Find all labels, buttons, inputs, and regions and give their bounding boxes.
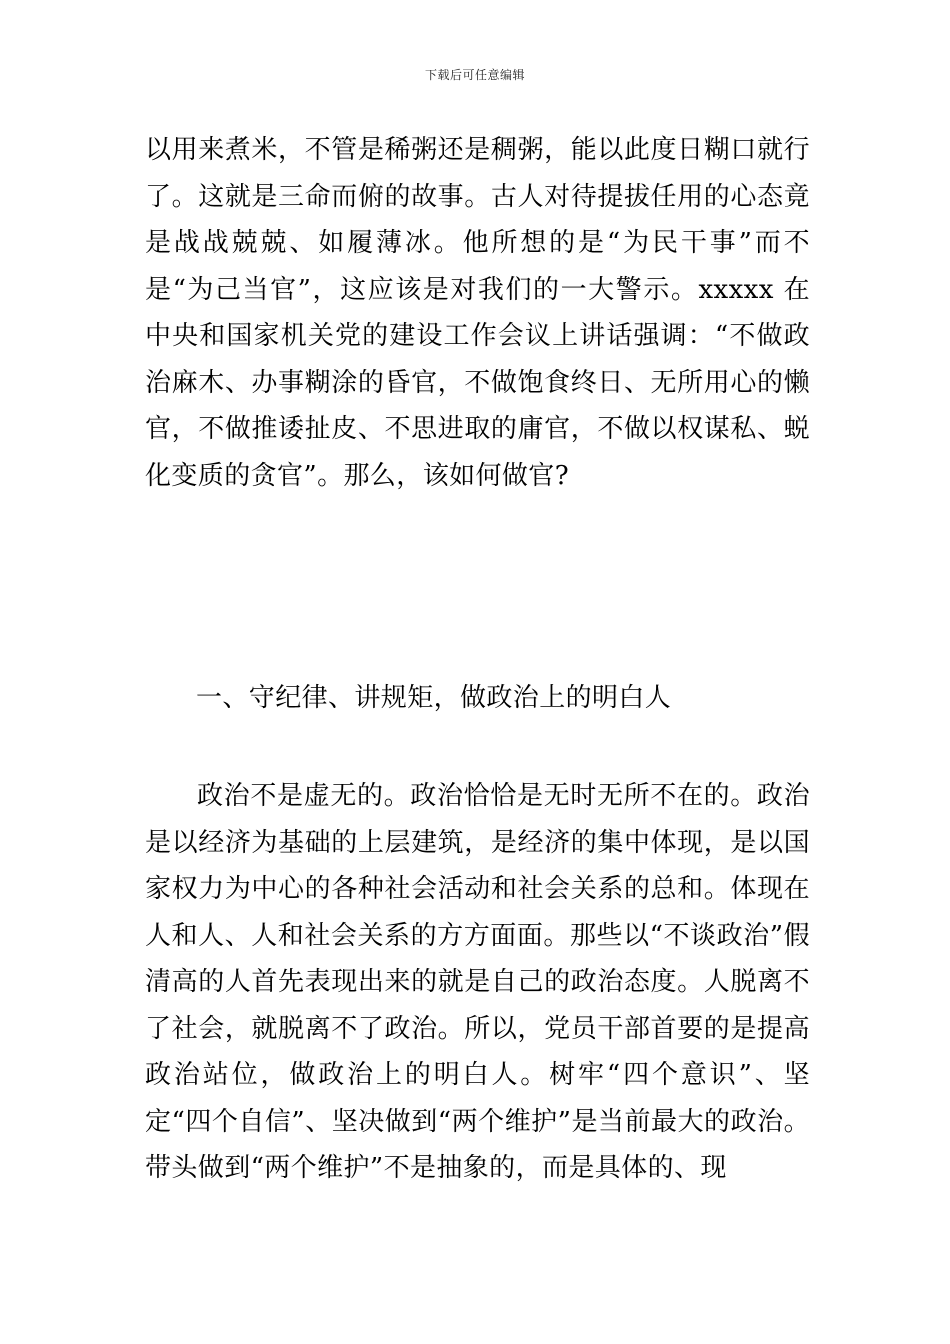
section-heading: 一、守纪律、讲规矩，做政治上的明白人 [196,683,672,713]
body-paragraph-1: 以用来煮米，不管是稀粥还是稠粥，能以此度日糊口就行了。这就是三命而俯的故事。古人对待提拔任用的心态竟是战战兢兢、如履薄冰。他所想的是“为民干事”而不是“为己当官”，这应该是对我们的一大警示。xxxxx 在中央和国家机关党的建设工作会议上讲话强调：“不做政治麻木、办事糊涂的昏官，不做饱食终日、无所用心的懒官，不做推诿扯皮、不思进取的庸官，不做以权谋私、蜕化变质的贪官”。那么，该如何做官? [145,135,810,491]
header-note: 下载后可任意编辑 [424,68,525,82]
body-paragraph-2: 政治不是虚无的。政治恰恰是无时无所不在的。政治是以经济为基础的上层建筑，是经济的集中体现，是以国家权力为中心的各种社会活动和社会关系的总和。体现在人和人、人和社会关系的方方面面。那些以“不谈政治”假清高的人首先表现出来的就是自己的政治态度。人脱离不了社会，就脱离不了政治。所以，党员干部首要的是提高政治站位，做政治上的明白人。树牢“四个意识”、坚定“四个自信”、坚决做到“两个维护”是当前最大的政治。带头做到“两个维护”不是抽象的，而是具体的、现 [145,781,810,1183]
